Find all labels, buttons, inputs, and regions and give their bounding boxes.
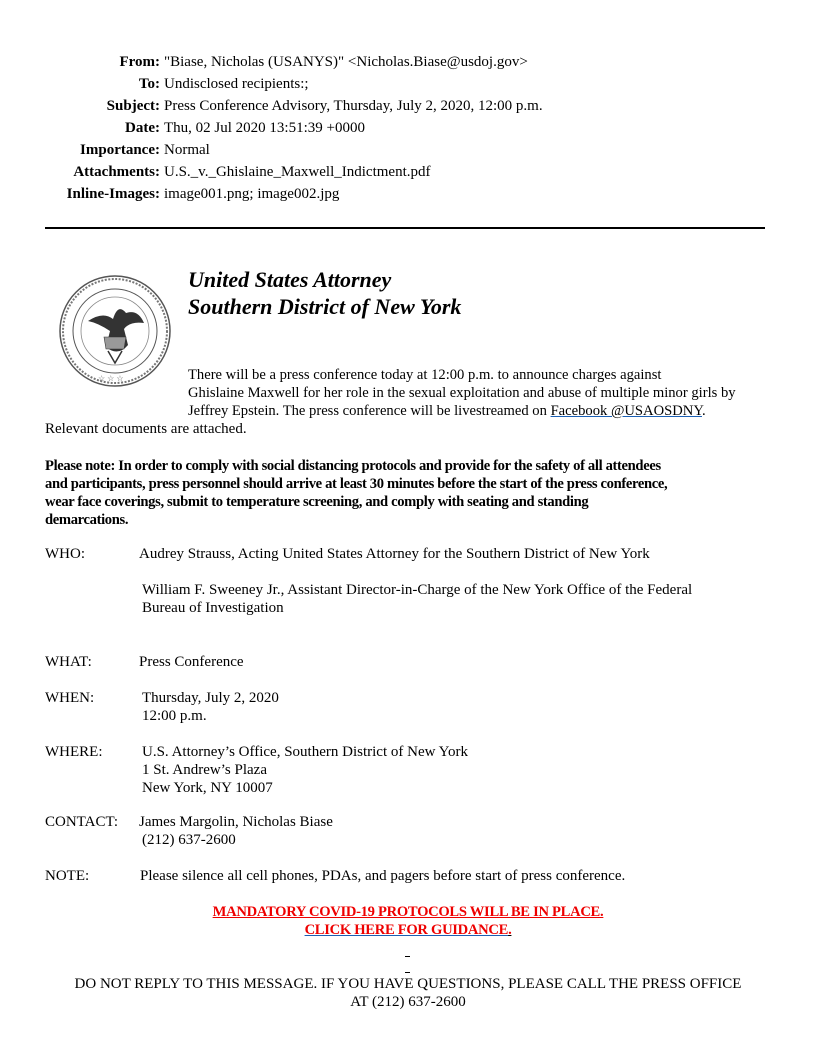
footer-line-1: DO NOT REPLY TO THIS MESSAGE. IF YOU HAVE QUESTIONS, PLEASE CALL THE PRESS OFFICE — [74, 976, 742, 992]
spacer-mark — [405, 956, 410, 957]
header-inline-images: Inline-Images: image001.png; image002.jpg — [66, 186, 340, 202]
guidance-link[interactable]: CLICK HERE FOR GUIDANCE. — [304, 922, 512, 938]
header-importance: Importance: Normal — [80, 142, 210, 158]
header-to: To: Undisclosed recipients:; — [138, 76, 309, 92]
office-title: United States Attorney Southern District of New York — [188, 267, 462, 319]
covid-protocols-link[interactable]: MANDATORY COVID-19 PROTOCOLS WILL BE IN PLACE. — [212, 904, 604, 920]
header-date: Date: Thu, 02 Jul 2020 13:51:39 +0000 — [125, 120, 365, 136]
header-from: From: "Biase, Nicholas (USANYS)" <Nicholas.Biase@usdoj.gov> — [119, 54, 528, 70]
doj-seal-icon — [58, 273, 172, 389]
header-divider — [45, 227, 765, 229]
header-subject: Subject: Press Conference Advisory, Thursday, July 2, 2020, 12:00 p.m. — [106, 98, 543, 114]
footer-line-2: AT (212) 637-2600 — [350, 994, 466, 1010]
relevant-documents-text: Relevant documents are attached. — [45, 421, 247, 437]
safety-note: Please note: In order to comply with social distancing protocols and provide for the safety of all attendees and participants, press personnel should arrive at least 30 minutes before the start of the press conference, wear face coverings, submit to temperature screening, and comply with seating and standing demarcations. — [45, 458, 668, 528]
intro-paragraph: There will be a press conference today at 12:00 p.m. to announce charges against Ghislaine Maxwell for her role in the sexual exploitation and abuse of multiple minor girls by Jeffrey Epstein. The press conference will be livestreamed on Facebook @USAOSDNY. — [188, 367, 736, 419]
spacer-mark — [405, 972, 410, 973]
header-attachments: Attachments: U.S._v._Ghislaine_Maxwell_Indictment.pdf — [73, 164, 431, 180]
facebook-link[interactable]: Facebook @USAOSDNY — [550, 403, 702, 419]
svg-text:☆ ☆ ☆: ☆ ☆ ☆ — [98, 374, 124, 383]
